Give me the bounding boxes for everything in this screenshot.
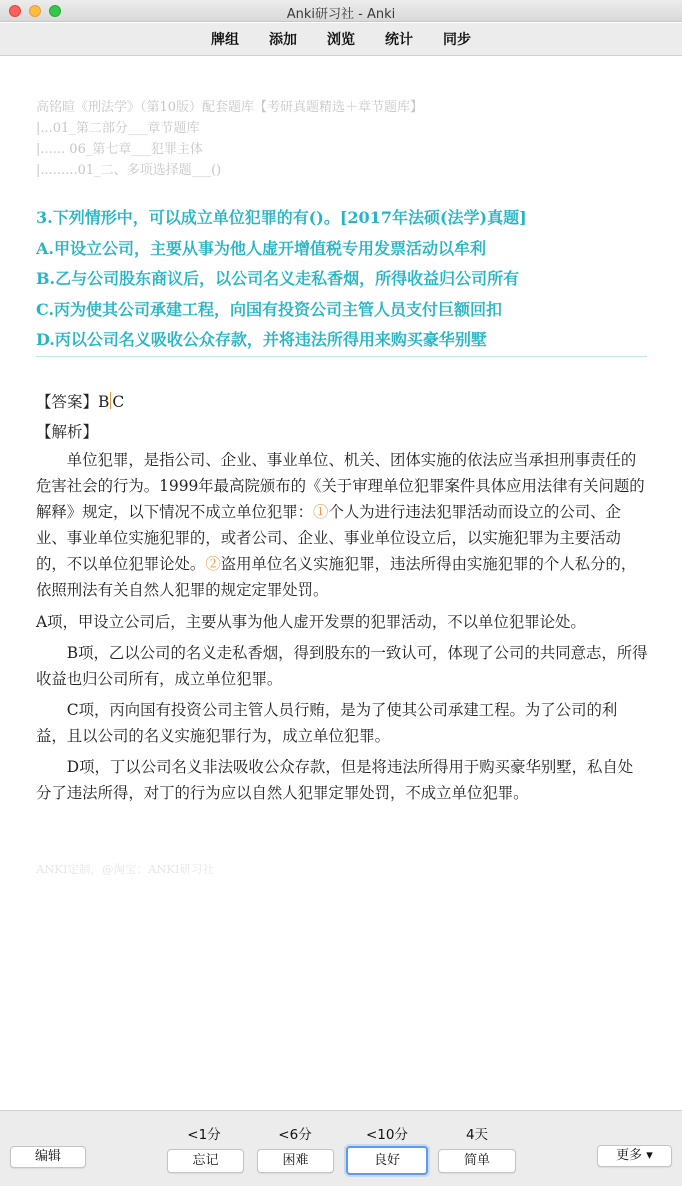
- option-a: A.甲设立公司，主要从事为他人虚开增值税专用发票活动以牟利: [36, 238, 486, 258]
- toolbar-decks[interactable]: 牌组: [211, 32, 239, 48]
- toolbar-browse[interactable]: 浏览: [327, 32, 355, 48]
- answer-block: [36, 387, 648, 806]
- analysis-paragraph: 单位犯罪，是指公司、企业、事业单位、机关、团体实施的依法应当承担刑事责任的危害社会的行为。1999年最高院颁布的《关于审理单位犯罪案件具体应用法律有关问题的解释》规定，以下情况不成立单位犯罪：①个人为进行违法犯罪活动而设立的公司、企业、事业单位实施犯罪的，或者公司、企业、事业单位设立后，以实施犯罪为主要活动的，不以单位犯罪论处。②盗用单位名义实施犯罪，违法所得由实施犯罪的个人私分的，依照刑法有关自然人犯罪的规定定罪处罚。: [36, 451, 645, 599]
- answer-value: C: [112, 393, 125, 411]
- interval-good: <10分: [366, 1127, 408, 1143]
- interval-again: <1分: [187, 1127, 221, 1143]
- answer-divider: [36, 356, 647, 357]
- option-d: D.丙以公司名义吸收公众存款，并将违法所得用来购买豪华别墅: [36, 330, 487, 349]
- edit-button[interactable]: 编辑: [10, 1146, 86, 1168]
- option-b: B.乙与公司股东商议后，以公司名义走私香烟，所得收益归公司所有: [36, 269, 520, 288]
- interval-hard: <6分: [278, 1127, 312, 1143]
- analysis-label: 【解析】: [36, 423, 99, 441]
- window-title: Anki研习社 - Anki: [286, 7, 396, 22]
- analysis-option-b: B项，乙以公司的名义走私香烟，得到股东的一致认可，体现了公司的共同意志，所得收益也归公司所有，成立单位犯罪。: [36, 644, 648, 688]
- question-text: 3.下列情形中，可以成立单位犯罪的有()。[2017年法硕(法学)真题]: [36, 208, 527, 227]
- good-button[interactable]: 良好: [346, 1146, 428, 1175]
- option-c: C.丙为使其公司承建工程，向国有投资公司主管人员支付巨额回扣: [36, 299, 503, 319]
- analysis-option-a: A项，甲设立公司后，主要从事为他人虚开发票的犯罪活动，不以单位犯罪论处。: [36, 613, 586, 631]
- answer-label: 【答案】: [36, 393, 99, 411]
- analysis-option-d: D项，丁以公司名义非法吸收公众存款，但是将违法所得用于购买豪华别墅，私自处分了违法所得，对丁的行为应以自然人犯罪定罪处罚，不成立单位犯罪。: [36, 758, 634, 802]
- more-button[interactable]: 更多 ▾: [597, 1145, 672, 1167]
- easy-button[interactable]: 简单: [438, 1149, 516, 1173]
- breadcrumb-line: |...... 06_第七章___犯罪主体: [36, 142, 203, 157]
- answer-line: [36, 387, 648, 417]
- interval-easy: 4天: [465, 1127, 489, 1143]
- deck-breadcrumbs: [36, 97, 648, 181]
- breadcrumb-line: |.........01_二、多项选择题___(): [36, 163, 222, 178]
- answer-bar: [0, 1110, 682, 1186]
- circled-number: ②: [205, 555, 221, 573]
- hard-button[interactable]: 困难: [257, 1149, 334, 1173]
- title-bar: [0, 0, 682, 22]
- circled-number: ①: [313, 503, 329, 521]
- toolbar-sync[interactable]: 同步: [443, 32, 471, 48]
- toolbar-add[interactable]: 添加: [269, 32, 297, 48]
- answer-value: B: [98, 393, 110, 411]
- question-block: [36, 203, 648, 356]
- again-button[interactable]: 忘记: [167, 1149, 244, 1173]
- main-toolbar: [0, 23, 682, 56]
- credit-text: ANKI定制，@淘宝：ANKI研习社: [36, 862, 215, 876]
- toolbar-stats[interactable]: 统计: [385, 32, 413, 48]
- breadcrumb-line: |...01_第二部分___章节题库: [36, 121, 200, 136]
- breadcrumb-line: 高铭暄《刑法学》（第10版）配套题库【考研真题精选＋章节题库】: [36, 100, 424, 115]
- analysis-option-c: C项，丙向国有投资公司主管人员行贿，是为了使其公司承建工程。为了公司的利益，且以公司的名义实施犯罪行为，成立单位犯罪。: [36, 701, 618, 745]
